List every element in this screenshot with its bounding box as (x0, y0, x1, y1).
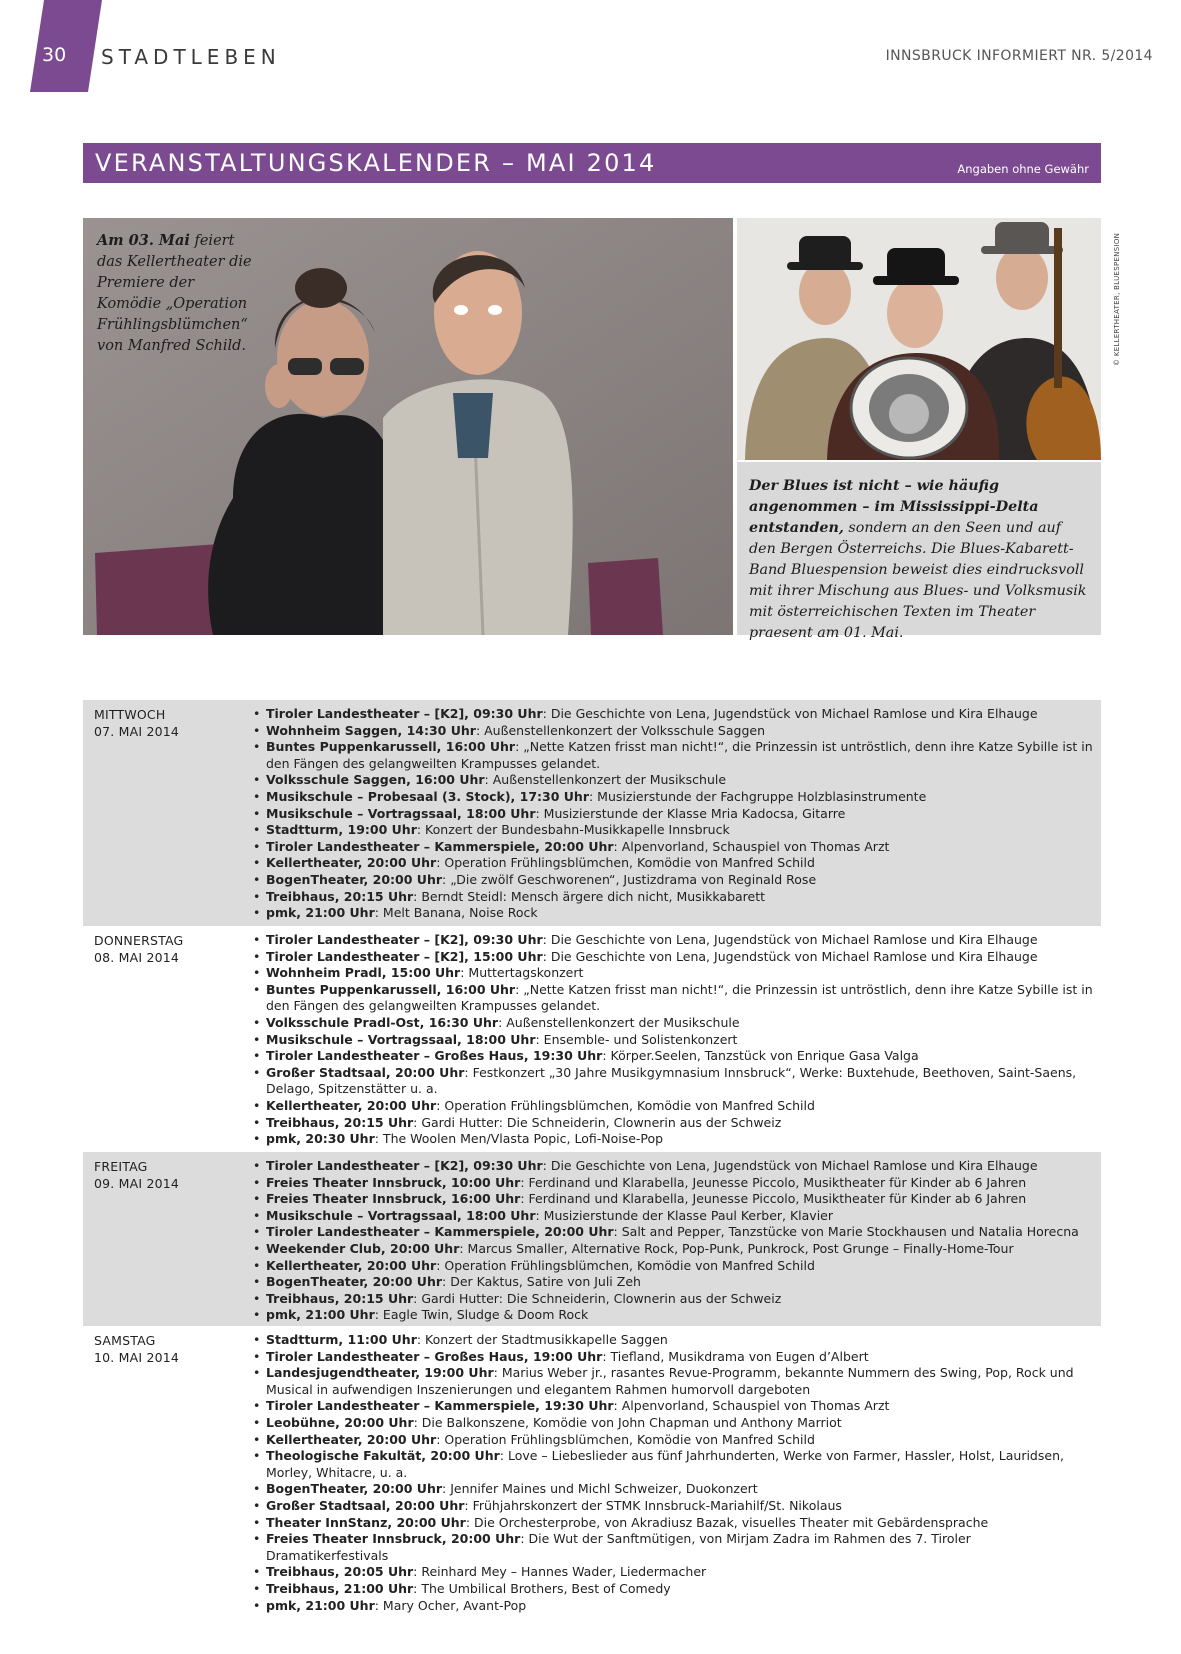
event-list (253, 1158, 1093, 1324)
event-description: : Außenstellenkonzert der Musikschule (484, 772, 727, 788)
event-description: : Gardi Hutter: Die Schneiderin, Clownerin aus der Schweiz (413, 1114, 782, 1130)
event-description: : Melt Banana, Noise Rock (374, 905, 538, 921)
event-venue-time: pmk, 21:00 Uhr (266, 1597, 375, 1613)
event-item (253, 1208, 1093, 1225)
event-venue-time: Musikschule – Vortragssaal, 18:00 Uhr (266, 1031, 536, 1047)
event-venue-time: Stadtturm, 19:00 Uhr (266, 822, 417, 838)
event-item (253, 1498, 1093, 1515)
event-description: : Frühjahrskonzert der STMK Innsbruck-Mariahilf/St. Nikolaus (464, 1497, 842, 1513)
event-item (253, 1241, 1093, 1258)
disclaimer-note: Angaben ohne Gewähr (957, 162, 1089, 176)
event-venue-time: Freies Theater Innsbruck, 10:00 Uhr (266, 1174, 521, 1190)
event-item (253, 1098, 1093, 1115)
event-description: : Ferdinand und Klarabella, Jeunesse Piccolo, Musiktheater für Kinder ab 6 Jahren (520, 1191, 1027, 1207)
event-item (253, 949, 1093, 966)
event-venue-time: BogenTheater, 20:00 Uhr (266, 1274, 443, 1290)
event-venue-time: Großer Stadtsaal, 20:00 Uhr (266, 1064, 465, 1080)
calendar-title: VERANSTALTUNGSKALENDER – MAI 2014 (95, 149, 657, 177)
event-description: : Gardi Hutter: Die Schneiderin, Clownerin aus der Schweiz (413, 1290, 782, 1306)
event-description: : Körper.Seelen, Tanzstück von Enrique Gasa Valga (602, 1048, 919, 1064)
event-item (253, 1448, 1093, 1481)
event-item (253, 806, 1093, 823)
calendar-day (83, 926, 1101, 1152)
event-item (253, 1415, 1093, 1432)
event-list (253, 1332, 1093, 1614)
event-description: : Operation Frühlingsblümchen, Komödie von Manfred Schild (436, 1097, 815, 1113)
event-description: : Die Geschichte von Lena, Jugendstück von Michael Ramlose und Kira Elhauge (542, 706, 1038, 721)
event-description: : Die Wut der Sanftmütigen, von Mirjam Zadra im Rahmen des 7. Tiroler Dramatikerfestivals (266, 1531, 971, 1563)
date: 07. MAI 2014 (94, 724, 180, 739)
event-description: : Ensemble- und Solistenkonzert (535, 1031, 738, 1047)
event-description: : Eagle Twin, Sludge & Doom Rock (374, 1307, 589, 1323)
event-item (253, 965, 1093, 982)
event-description: : „Die zwölf Geschworenen“, Justizdrama von Reginald Rose (442, 871, 817, 887)
day-label (94, 932, 183, 966)
event-venue-time: Musikschule – Probesaal (3. Stock), 17:30 Uhr (266, 788, 589, 804)
bluespension-photo (737, 218, 1101, 460)
event-description: : Reinhard Mey – Hannes Wader, Liedermacher (413, 1564, 707, 1580)
event-venue-time: Tiroler Landestheater – Kammerspiele, 20:00 Uhr (266, 1224, 614, 1240)
event-venue-time: Weekender Club, 20:00 Uhr (266, 1240, 460, 1256)
event-description: : Konzert der Stadtmusikkapelle Saggen (416, 1332, 668, 1347)
event-venue-time: Tiroler Landestheater – [K2], 09:30 Uhr (266, 706, 543, 721)
event-venue-time: Musikschule – Vortragssaal, 18:00 Uhr (266, 805, 536, 821)
event-description: : The Woolen Men/Vlasta Popic, Lofi-Noise-Pop (374, 1131, 664, 1147)
event-item (253, 1224, 1093, 1241)
event-item (253, 723, 1093, 740)
event-description: : Operation Frühlingsblümchen, Komödie von Manfred Schild (436, 855, 815, 871)
event-description: : Alpenvorland, Schauspiel von Thomas Arzt (613, 1398, 890, 1414)
event-venue-time: BogenTheater, 20:00 Uhr (266, 871, 443, 887)
event-description: : Jennifer Maines und Michl Schweizer, Duokonzert (442, 1481, 758, 1497)
event-venue-time: Tiroler Landestheater – Kammerspiele, 20:00 Uhr (266, 838, 614, 854)
event-description: : The Umbilical Brothers, Best of Comedy (413, 1580, 671, 1596)
event-venue-time: Großer Stadtsaal, 20:00 Uhr (266, 1497, 465, 1513)
event-venue-time: Buntes Puppenkarussell, 16:00 Uhr (266, 981, 516, 997)
weekday: FREITAG (94, 1159, 148, 1174)
event-venue-time: BogenTheater, 20:00 Uhr (266, 1481, 443, 1497)
day-label (94, 1332, 179, 1366)
event-description: : Die Geschichte von Lena, Jugendstück von Michael Ramlose und Kira Elhauge (542, 1158, 1038, 1173)
event-venue-time: Theater InnStanz, 20:00 Uhr (266, 1514, 466, 1530)
event-item (253, 1481, 1093, 1498)
event-description: : Musizierstunde der Fachgruppe Holzblasinstrumente (589, 788, 927, 804)
event-item (253, 1131, 1093, 1148)
event-description: : Außenstellenkonzert der Musikschule (498, 1014, 740, 1030)
weekday: MITTWOCH (94, 707, 166, 722)
event-description: : Mary Ocher, Avant-Pop (374, 1597, 527, 1613)
event-venue-time: Freies Theater Innsbruck, 16:00 Uhr (266, 1191, 521, 1207)
event-item (253, 1048, 1093, 1065)
event-item (253, 1581, 1093, 1598)
event-venue-time: Kellertheater, 20:00 Uhr (266, 1097, 437, 1113)
event-venue-time: Wohnheim Saggen, 14:30 Uhr (266, 722, 476, 738)
event-item (253, 822, 1093, 839)
event-item (253, 1291, 1093, 1308)
page-number: 30 (42, 44, 67, 66)
event-venue-time: Freies Theater Innsbruck, 20:00 Uhr (266, 1531, 521, 1547)
event-description: : Muttertagskonzert (460, 965, 584, 981)
event-description: : „Nette Katzen frisst man nicht!“, die Prinzessin ist untröstlich, denn ihre Katze Sybille ist in den Fängen des gelangweilten Krampusses gelandet. (266, 981, 1093, 1014)
calendar-title-bar (83, 143, 1101, 183)
date: 09. MAI 2014 (94, 1176, 180, 1191)
event-venue-time: Treibhaus, 20:15 Uhr (266, 1114, 414, 1130)
event-venue-time: pmk, 20:30 Uhr (266, 1131, 375, 1147)
event-venue-time: Tiroler Landestheater – [K2], 15:00 Uhr (266, 948, 543, 964)
event-venue-time: Tiroler Landestheater – [K2], 09:30 Uhr (266, 1158, 543, 1173)
event-venue-time: Musikschule – Vortragssaal, 18:00 Uhr (266, 1207, 536, 1223)
event-venue-time: Theologische Fakultät, 20:00 Uhr (266, 1448, 500, 1464)
event-item (253, 982, 1093, 1015)
event-venue-time: Treibhaus, 20:05 Uhr (266, 1564, 414, 1580)
event-item (253, 1515, 1093, 1532)
event-venue-time: Volksschule Pradl-Ost, 16:30 Uhr (266, 1014, 499, 1030)
event-venue-time: Kellertheater, 20:00 Uhr (266, 1431, 437, 1447)
event-venue-time: Stadtturm, 11:00 Uhr (266, 1332, 417, 1347)
event-venue-time: pmk, 21:00 Uhr (266, 905, 375, 921)
event-item (253, 872, 1093, 889)
calendar-day (83, 1152, 1101, 1326)
event-venue-time: Tiroler Landestheater – Großes Haus, 19:00 Uhr (266, 1348, 603, 1364)
event-description: : Die Orchesterprobe, von Akradiusz Bazak, visuelles Theater mit Gebärdensprache (465, 1514, 989, 1530)
event-description: : „Nette Katzen frisst man nicht!“, die Prinzessin ist untröstlich, denn ihre Katze Sybille ist in den Fängen des gelangweilten Krampusses gelandet. (266, 739, 1093, 771)
bluespension-caption-box (737, 462, 1101, 641)
event-item (253, 1258, 1093, 1275)
event-item (253, 1158, 1093, 1175)
event-venue-time: Landesjugendtheater, 19:00 Uhr (266, 1365, 494, 1381)
event-description: : Konzert der Bundesbahn-Musikkapelle Innsbruck (416, 822, 730, 838)
event-item (253, 1598, 1093, 1615)
issue-label: INNSBRUCK INFORMIERT NR. 5/2014 (885, 48, 1153, 64)
event-item (253, 789, 1093, 806)
event-description: : Die Geschichte von Lena, Jugendstück von Michael Ramlose und Kira Elhauge (542, 948, 1038, 964)
day-label (94, 706, 179, 740)
bluespension-caption: Der Blues ist nicht – wie häufig angenommen – im Mississippi-Delta entstanden, sondern an den Seen und auf den Bergen Österreichs. Die Blues-Kabarett-Band Bluespension beweist dies eindrucksvoll mit ihrer Mischung aus Blues- und Volksmusik mit österreichischen Texten im Theater praesent am 01. Mai. (749, 478, 1087, 641)
kellertheater-caption: Am 03. Mai feiert das Kellertheater die Premiere der Komödie „Operation Frühlingsblümchen“ von Manfred Schild. (97, 232, 252, 354)
event-item (253, 739, 1093, 772)
photo-credit: © KELLERTHEATER, BLUESPENSION (1113, 232, 1121, 366)
event-description: : Alpenvorland, Schauspiel von Thomas Arzt (613, 838, 890, 854)
event-description: : Operation Frühlingsblümchen, Komödie von Manfred Schild (436, 1257, 815, 1273)
event-list (253, 706, 1093, 922)
event-item (253, 1564, 1093, 1581)
event-item (253, 1175, 1093, 1192)
event-item (253, 1307, 1093, 1324)
event-item (253, 839, 1093, 856)
weekday: SAMSTAG (94, 1333, 156, 1348)
event-item (253, 855, 1093, 872)
event-item (253, 1365, 1093, 1398)
event-description: : Außenstellenkonzert der Volksschule Saggen (475, 722, 766, 738)
event-item (253, 1332, 1093, 1349)
event-description: : Marcus Smaller, Alternative Rock, Pop-Punk, Punkrock, Post Grunge – Finally-Home-Tour (459, 1240, 1014, 1256)
event-item (253, 1432, 1093, 1449)
event-venue-time: Buntes Puppenkarussell, 16:00 Uhr (266, 739, 516, 755)
event-item (253, 1274, 1093, 1291)
event-venue-time: Tiroler Landestheater – Kammerspiele, 19:30 Uhr (266, 1398, 614, 1414)
event-item (253, 1398, 1093, 1415)
event-item (253, 889, 1093, 906)
event-item (253, 905, 1093, 922)
event-description: : Tiefland, Musikdrama von Eugen d’Albert (602, 1348, 869, 1364)
event-description: : Musizierstunde der Klasse Paul Kerber, Klavier (535, 1207, 834, 1223)
event-venue-time: Treibhaus, 20:15 Uhr (266, 888, 414, 904)
date: 10. MAI 2014 (94, 1350, 180, 1365)
event-venue-time: Tiroler Landestheater – Großes Haus, 19:30 Uhr (266, 1048, 603, 1064)
event-list (253, 932, 1093, 1148)
event-venue-time: Treibhaus, 21:00 Uhr (266, 1580, 414, 1596)
event-venue-time: Kellertheater, 20:00 Uhr (266, 1257, 437, 1273)
event-description: : Marius Weber jr., rasantes Revue-Programm, bekannte Nummern des Swing, Pop, Rock und Musical in aufwendigen Inszenierungen und elegantem Rahmen humorvoll dargeboten (266, 1365, 1074, 1397)
date: 08. MAI 2014 (94, 950, 180, 965)
event-item (253, 1531, 1093, 1564)
section-title: STADTLEBEN (101, 45, 281, 69)
event-description: : Operation Frühlingsblümchen, Komödie von Manfred Schild (436, 1431, 815, 1447)
day-label (94, 1158, 179, 1192)
event-item (253, 1032, 1093, 1049)
event-item (253, 1191, 1093, 1208)
event-description: : Festkonzert „30 Jahre Musikgymnasium Innsbruck“, Werke: Buxtehude, Beethoven, Saint-Saens, Delago, Spitzenstätter u. a. (266, 1064, 1077, 1097)
event-venue-time: Tiroler Landestheater – [K2], 09:30 Uhr (266, 932, 543, 947)
weekday: DONNERSTAG (94, 933, 184, 948)
event-item (253, 772, 1093, 789)
event-description: : Salt and Pepper, Tanzstücke von Marie Stockhausen und Natalia Horecna (613, 1224, 1079, 1240)
event-description: : Ferdinand und Klarabella, Jeunesse Piccolo, Musiktheater für Kinder ab 6 Jahren (520, 1174, 1027, 1190)
event-venue-time: Treibhaus, 20:15 Uhr (266, 1290, 414, 1306)
event-description: : Musizierstunde der Klasse Mria Kadocsa, Gitarre (535, 805, 846, 821)
event-venue-time: Leobühne, 20:00 Uhr (266, 1414, 414, 1430)
calendar-day (83, 700, 1101, 926)
event-description: : Berndt Steidl: Mensch ärgere dich nicht, Musikkabarett (413, 888, 766, 904)
event-venue-time: Wohnheim Pradl, 15:00 Uhr (266, 965, 461, 981)
event-item (253, 706, 1093, 723)
event-item (253, 1015, 1093, 1032)
event-description: : Die Balkonszene, Komödie von John Chapman und Anthony Marriot (413, 1414, 842, 1430)
event-venue-time: Volksschule Saggen, 16:00 Uhr (266, 772, 485, 788)
event-item (253, 932, 1093, 949)
event-description: : Love – Liebeslieder aus fünf Jahrhunderten, Werke von Farmer, Hassler, Holst, Lauridsen, Morley, Whitacre, u. a. (266, 1448, 1064, 1480)
event-item (253, 1349, 1093, 1366)
event-description: : Der Kaktus, Satire von Juli Zeh (442, 1274, 641, 1290)
event-item (253, 1115, 1093, 1132)
event-venue-time: Kellertheater, 20:00 Uhr (266, 855, 437, 871)
event-item (253, 1065, 1093, 1098)
event-venue-time: pmk, 21:00 Uhr (266, 1307, 375, 1323)
event-description: : Die Geschichte von Lena, Jugendstück von Michael Ramlose und Kira Elhauge (542, 932, 1038, 947)
calendar-day (83, 1326, 1101, 1613)
